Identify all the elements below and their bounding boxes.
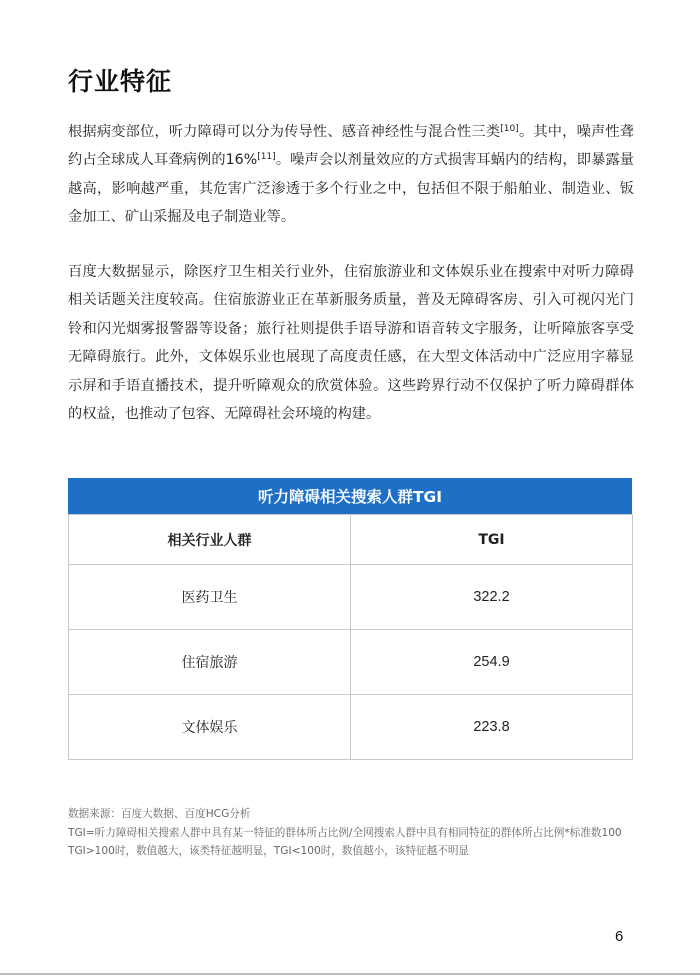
- source-notes: [68, 805, 634, 861]
- cell-group: 文体娱乐: [69, 695, 351, 760]
- cell-group: 住宿旅游: [69, 630, 351, 695]
- cell-tgi: 322.2: [351, 565, 633, 630]
- citation-ref-10: [10]: [500, 124, 519, 134]
- citation-ref-11: [11]: [257, 152, 276, 163]
- table-header-row: [69, 515, 633, 565]
- tgi-table-title: 听力障碍相关搜索人群TGI: [68, 478, 632, 514]
- note-tgi-definition: TGI=听力障碍相关搜索人群中具有某一特征的群体所占比例/全网搜索人群中具有相同特征的群体所占比例*标准数100: [68, 826, 622, 839]
- tgi-table-container: [68, 478, 632, 760]
- page-bottom-divider: [0, 973, 700, 975]
- section-title: 行业特征: [68, 67, 173, 96]
- column-header-tgi: TGI: [351, 515, 633, 565]
- paragraph-hearing-loss-types: [68, 118, 634, 232]
- table-row: [69, 565, 633, 630]
- tgi-table: [68, 514, 633, 760]
- table-row: [69, 695, 633, 760]
- page-number: 6: [615, 928, 624, 945]
- column-header-group: 相关行业人群: [69, 515, 351, 565]
- paragraph-baidu-data: 百度大数据显示，除医疗卫生相关行业外，住宿旅游业和文体娱乐业在搜索中对听力障碍相关话题关注度较高。住宿旅游业正在革新服务质量，普及无障碍客房、引入可视闪光门铃和闪光烟雾报警器等设备；旅行社则提供手语导游和语音转文字服务，让听障旅客享受无障碍旅行。此外，文体娱乐业也展现了高度责任感，在大型文体活动中广泛应用字幕显示屏和手语直播技术，提升听障观众的欣赏体验。这些跨界行动不仅保护了听力障碍群体的权益，也推动了包容、无障碍社会环境的构建。: [68, 264, 634, 423]
- note-source: 数据来源：百度大数据、百度HCG分析: [68, 808, 251, 820]
- table-row: [69, 630, 633, 695]
- note-tgi-interpretation: TGI>100时，数值越大，该类特征越明显，TGI<100时，数值越小，该特征越不明显: [68, 845, 470, 858]
- paragraph1-text-b: 。其中，噪声性聋约占全球成人耳聋病例的16%: [68, 124, 634, 169]
- cell-group: 医药卫生: [69, 565, 351, 630]
- paragraph1-text-c: 。噪声会以剂量效应的方式损害耳蜗内的结构，即暴露量越高，影响越严重，其危害广泛渗透于多个行业之中，包括但不限于船舶业、制造业、钣金加工、矿山采掘及电子制造业等。: [68, 152, 634, 226]
- cell-tgi: 254.9: [351, 630, 633, 695]
- cell-tgi: 223.8: [351, 695, 633, 760]
- paragraph1-text-a: 根据病变部位，听力障碍可以分为传导性、感音神经性与混合性三类: [68, 124, 501, 140]
